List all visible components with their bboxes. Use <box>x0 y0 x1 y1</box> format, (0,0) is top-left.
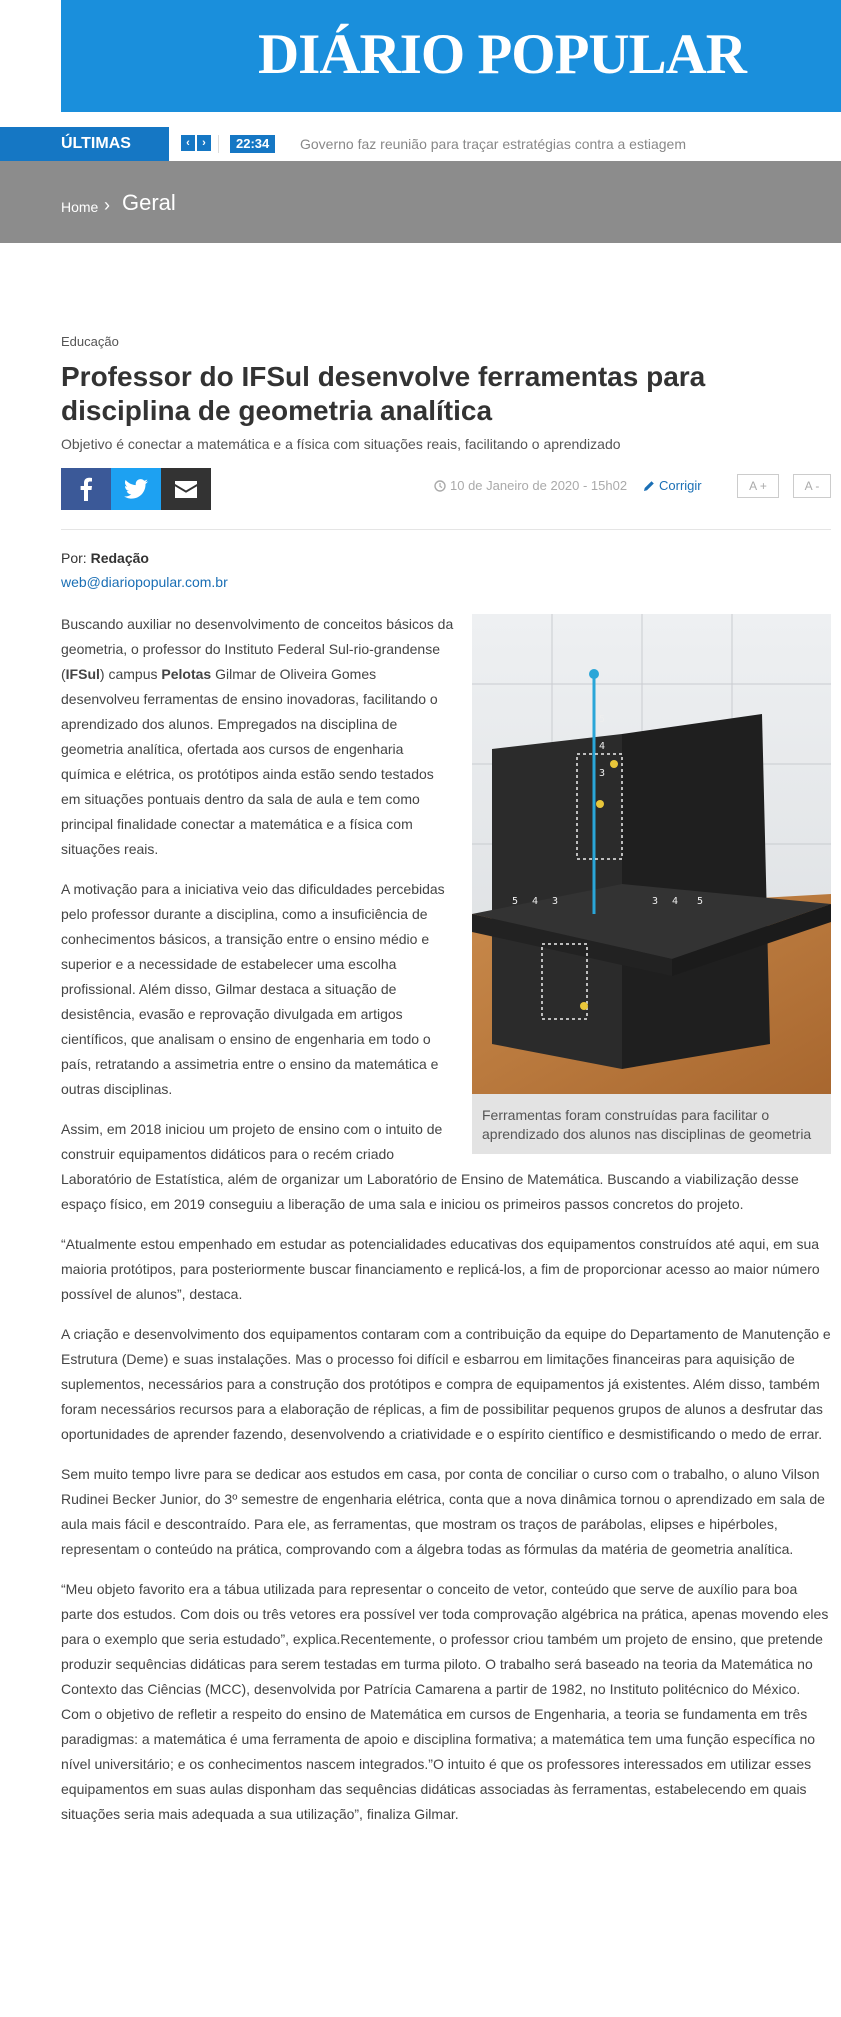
breadcrumb <box>0 161 841 243</box>
svg-text:4: 4 <box>599 741 606 752</box>
font-decrease-button[interactable]: A - <box>793 474 831 498</box>
share-facebook-button[interactable] <box>61 468 111 510</box>
site-header <box>61 0 841 112</box>
font-increase-button[interactable]: A + <box>737 474 779 498</box>
ticker-next-button[interactable]: › <box>197 135 211 151</box>
share-buttons <box>61 468 211 510</box>
pencil-icon <box>643 480 655 492</box>
author-email-link[interactable]: web@diariopopular.com.br <box>61 574 228 590</box>
share-email-button[interactable] <box>161 468 211 510</box>
byline <box>61 550 149 566</box>
breadcrumb-home-link[interactable]: Home <box>61 199 99 215</box>
envelope-icon <box>175 481 197 498</box>
bold-text: IFSul <box>65 666 100 682</box>
svg-text:5: 5 <box>697 896 704 907</box>
svg-text:5: 5 <box>512 896 519 907</box>
news-ticker <box>0 127 841 161</box>
article-figure <box>472 614 831 1154</box>
svg-text:3: 3 <box>599 768 606 779</box>
text: Gilmar de Oliveira Gomes desenvolveu ferramentas de ensino inovadoras, facilitando o aprendizado dos alunos. Empregados na disciplina de geometria analítica, ofertada aos cursos de engenharia química e elétrica, os protótipos ainda estão sendo testados em situações pontuais dentro da sala de aula e tem como principal finalidade conectar a matemática e a física com situações reais. <box>61 666 438 857</box>
site-logo[interactable]: DIÁRIO POPULAR <box>258 23 746 86</box>
paragraph: “Atualmente estou empenhado em estudar as potencialidades educativas dos equipamentos construídos até aqui, em sua maioria protótipos, para posteriormente buscar financiamento e replicá-los, a fim de proporcionar acesso ao maior número possível de alunos”, destaca. <box>61 1236 820 1302</box>
correct-link[interactable] <box>643 478 702 493</box>
article-subtitle: Objetivo é conectar a matemática e a física com situações reais, facilitando o aprendizado <box>61 436 621 452</box>
ticker-prev-button[interactable]: ‹ <box>181 135 195 151</box>
ticker-nav <box>181 135 211 151</box>
bold-text: Pelotas <box>161 666 212 682</box>
paragraph: “Meu objeto favorito era a tábua utilizada para representar o conceito de vetor, conteúdo que serve de auxílio para boa parte dos estudos. Com dois ou três vetores era possível ver toda comprovação algébrica na prática, apenas movendo eles para o exemplo que seria estudado”, explica.Recentemente, o professor criou também um projeto de ensino, que pretende produzir sequências didáticas para serem testadas em turma piloto. O trabalho será baseado na teoria da Matemática no Contexto das Ciências (MCC), desenvolvida por Patrícia Camarena a partir de 1982, no Instituto politécnico do México. Com o objetivo de refletir a respeito do ensino de Matemática em cursos de Engenharia, a teoria se fundamenta em três paradigmas: a matemática é uma ferramenta de apoio e disciplina formativa; a matemática tem uma função específica no nível universitário; e os conhecimentos nascem integrados.”O intuito é que os professores interessados em utilizar esses equipamentos em suas aulas disponham das sequências didáticas associadas às ferramentas, estabelecendo em quais situações seria mais adequada a sua utilização”, finaliza Gilmar. <box>61 1581 829 1822</box>
svg-text:4: 4 <box>532 896 539 907</box>
article-photo[interactable] <box>472 614 831 1094</box>
facebook-icon <box>79 477 93 501</box>
breadcrumb-separator: › <box>104 195 110 215</box>
article-title: Professor do IFSul desenvolve ferramentas para disciplina de geometria analítica <box>61 361 706 426</box>
paragraph: Assim, em 2018 iniciou um projeto de ensino com o intuito de construir equipamentos didáticos para o recém criado Laboratório de Estatística, além de organizar um Laboratório de Ensino de Matemática. Buscando a viabilização desse espaço físico, em 2019 conseguiu a liberação de uma sala e iniciou os primeiros passos concretos do projeto. <box>61 1121 799 1212</box>
figure-caption: Ferramentas foram construídas para facilitar o aprendizado dos alunos nas disciplinas de geometria <box>482 1107 812 1142</box>
divider <box>61 529 831 530</box>
author-name: Redação <box>90 550 149 566</box>
svg-text:3: 3 <box>552 896 559 907</box>
article-category[interactable]: Educação <box>61 334 119 349</box>
paragraph: Sem muito tempo livre para se dedicar aos estudos em casa, por conta de conciliar o curso com o trabalho, o aluno Vilson Rudinei Becker Junior, do 3º semestre de engenharia elétrica, conta que a nova dinâmica tornou o aprendizado em sala de aula mais fácil e descontraído. Para ele, as ferramentas, que mostram os traços de parábolas, elipses e hipérboles, representam o conteúdo na prática, comprovando com a álgebra todas as fórmulas da matéria de geometria analítica. <box>61 1466 825 1557</box>
paragraph: A criação e desenvolvimento dos equipamentos contaram com a contribuição da equipe do Departamento de Manutenção e Estrutura (Deme) e suas instalações. Mas o processo foi difícil e esbarrou em limitações financeiras para aquisição de suplementos, necessários para a construção dos protótipos e compra de equipamentos já existentes. Além disso, também foram necessários recursos para a elaboração de réplicas, a fim de possibilitar pequenos grupos de alunos a desfrutar das oportunidades de aprender fazendo, desenvolvendo a criatividade e o espírito científico e desmistificando o medo de errar. <box>61 1326 831 1442</box>
twitter-icon <box>124 479 148 499</box>
article-body <box>61 612 831 1842</box>
ticker-headline-link[interactable]: Governo faz reunião para traçar estratégias contra a estiagem <box>300 136 686 152</box>
ticker-label: ÚLTIMAS <box>0 127 169 161</box>
publish-date <box>434 478 627 493</box>
clock-icon <box>434 480 446 492</box>
byline-prefix: Por: <box>61 550 87 566</box>
text: ) campus <box>99 666 162 682</box>
ticker-divider <box>218 135 219 153</box>
svg-text:4: 4 <box>672 896 679 907</box>
share-twitter-button[interactable] <box>111 468 161 510</box>
paragraph: A motivação para a iniciativa veio das dificuldades percebidas pelo professor durante a disciplina, como a insuficiência de conhecimentos básicos, a transição entre o ensino médio e superior e a necessidade de estabelecer uma escolha profissional. Além disso, Gilmar destaca a situação de desistência, evasão e reprovação divulgada em artigos científicos, que analisam o ensino de engenharia em todo o país, retratando a assimetria entre o ensino da matemática e outras disciplinas. <box>61 881 445 1097</box>
publish-date-text: 10 de Janeiro de 2020 - 15h02 <box>450 478 628 493</box>
ticker-time: 22:34 <box>230 135 275 153</box>
correct-link-label: Corrigir <box>659 478 702 493</box>
text: Buscando auxiliar no desenvolvimento de conceitos básicos da geometria, o professor do Instituto Federal Sul-rio-grandense ( <box>61 616 454 682</box>
breadcrumb-current: Geral <box>122 190 176 215</box>
svg-text:5: 5 <box>599 714 606 725</box>
svg-text:3: 3 <box>652 896 659 907</box>
